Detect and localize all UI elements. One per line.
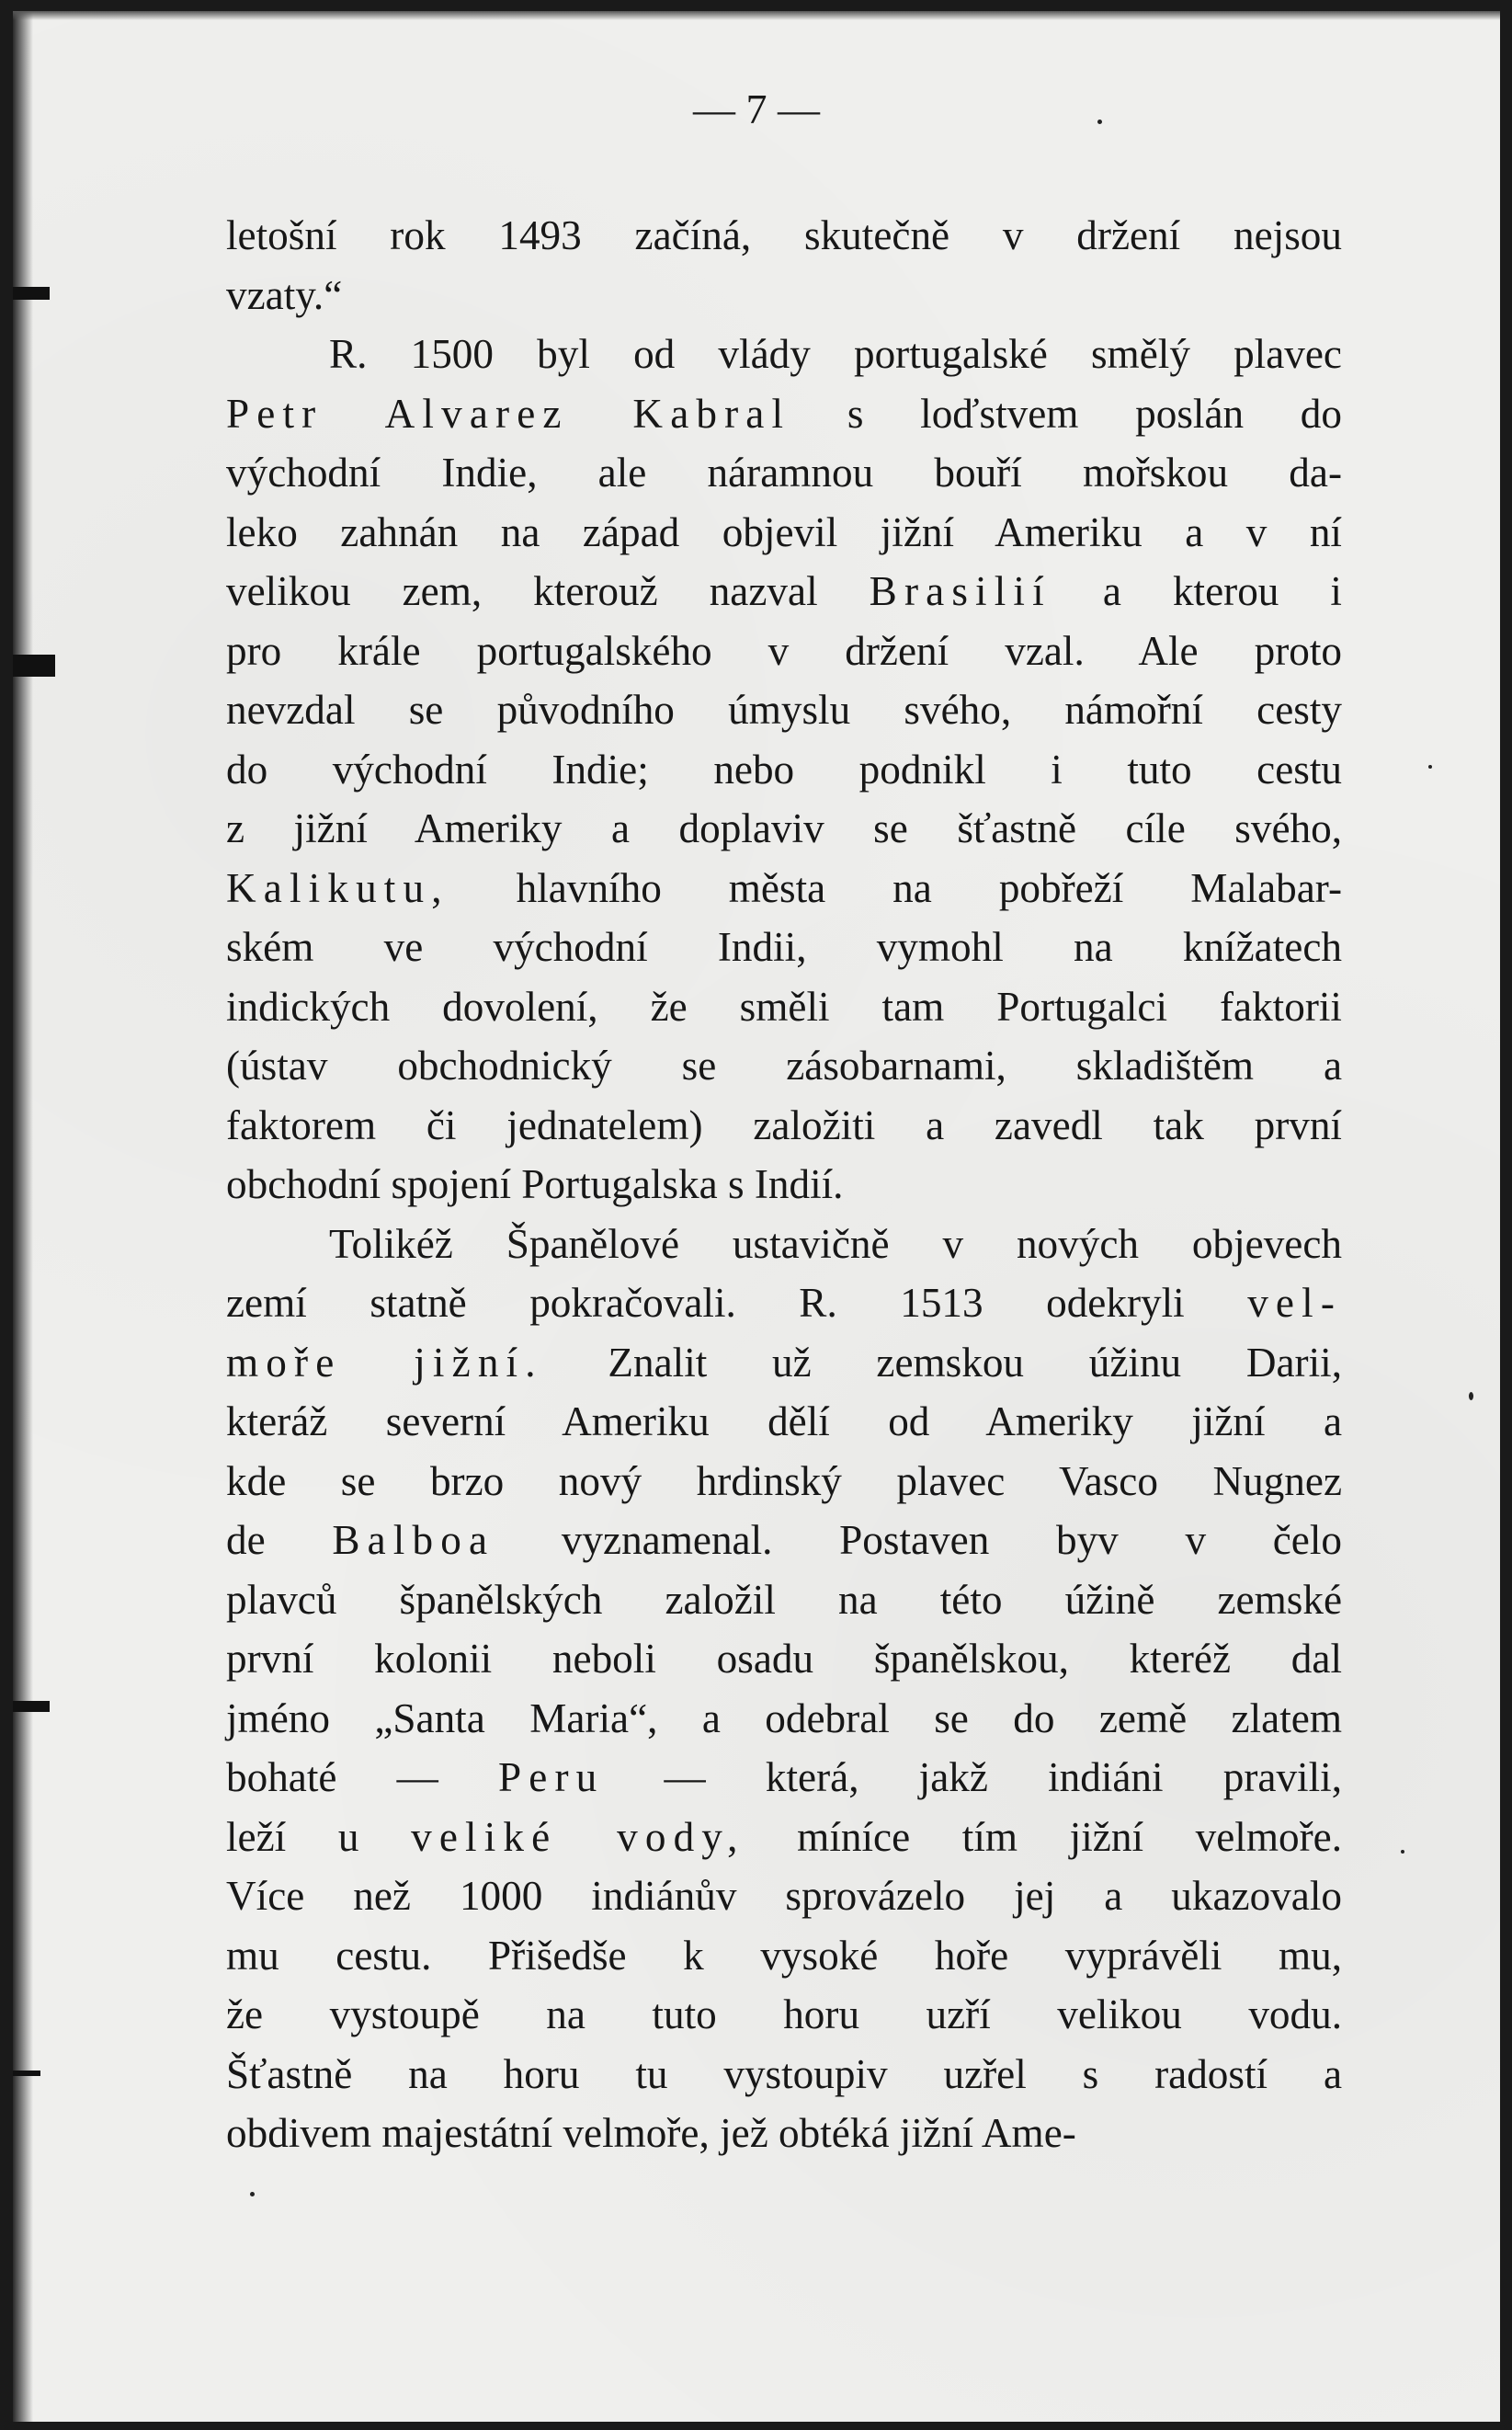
text-line bbox=[226, 562, 1342, 622]
text-line bbox=[226, 1866, 1342, 1926]
text-line bbox=[226, 859, 1342, 918]
text-line bbox=[226, 384, 1342, 444]
paper-speck bbox=[1401, 1850, 1404, 1854]
text-line bbox=[226, 1392, 1342, 1452]
text-line bbox=[226, 1155, 1342, 1215]
spaced-emphasis: Balboa bbox=[332, 1517, 495, 1563]
text-run: vyznamenal. Postaven byv v čelo bbox=[495, 1517, 1342, 1563]
text-line bbox=[226, 503, 1342, 563]
text-run: pro krále portugalského v držení vzal. Ale proto bbox=[226, 627, 1342, 674]
text-line bbox=[226, 1926, 1342, 1986]
text-run: Více než 1000 indiánův sprovázelo jej a ukazovalo bbox=[226, 1873, 1342, 1919]
text-line bbox=[226, 918, 1342, 977]
text-run: zemí statně pokračovali. R. 1513 odekryli bbox=[226, 1280, 1248, 1326]
spaced-emphasis: Petr Alvarez Kabral bbox=[226, 390, 791, 437]
text-line bbox=[226, 1808, 1342, 1867]
page-top-edge bbox=[13, 11, 1500, 20]
text-line bbox=[226, 1036, 1342, 1096]
text-line bbox=[226, 1629, 1342, 1689]
text-line bbox=[226, 2104, 1342, 2163]
text-run: R. 1500 byl od vlády portugalské smělý plavec bbox=[329, 331, 1342, 377]
text-run: jméno „Santa Maria“, a odebral se do země zlatem bbox=[226, 1694, 1342, 1741]
text-line bbox=[226, 622, 1342, 681]
binding-mark bbox=[13, 1701, 50, 1712]
text-run: faktorem či jednatelem) založiti a zavedl tak první bbox=[226, 1101, 1342, 1148]
text-line bbox=[226, 266, 1342, 325]
text-line bbox=[226, 740, 1342, 800]
binding-mark bbox=[13, 287, 50, 300]
paragraph bbox=[226, 206, 1342, 325]
text-run: (ústav obchodnický se zásobarnami, skladištěm a bbox=[226, 1043, 1342, 1089]
text-line bbox=[226, 1096, 1342, 1156]
paper-speck bbox=[1469, 1392, 1473, 1400]
page-binding-edge bbox=[13, 11, 33, 2422]
text-line bbox=[226, 977, 1342, 1037]
paragraph bbox=[226, 1215, 1342, 2163]
text-line bbox=[226, 680, 1342, 740]
text-run: indických dovolení, že směli tam Portugalci faktorii bbox=[226, 983, 1342, 1030]
spaced-emphasis: Peru bbox=[497, 1754, 605, 1800]
page-number: — 7 — bbox=[693, 86, 820, 132]
text-run: velikou zem, kterouž nazval bbox=[226, 568, 870, 614]
spaced-emphasis: moře jižní. bbox=[226, 1339, 543, 1386]
text-run: do východní Indie; nebo podnikl i tuto cestu bbox=[226, 746, 1342, 793]
text-run: obdivem majestátní velmoře, jež obtéká jižní Ame- bbox=[226, 2110, 1076, 2156]
text-run: první kolonii neboli osadu španělskou, kteréž dal bbox=[226, 1636, 1342, 1682]
text-run: Znalit už zemskou úžinu Darii, bbox=[542, 1339, 1342, 1386]
text-line bbox=[226, 1511, 1342, 1570]
text-run: leží u bbox=[226, 1813, 412, 1860]
text-run: kteráž severní Ameriku dělí od Ameriky jižní a bbox=[226, 1398, 1342, 1444]
text-run: letošní rok 1493 začíná, skutečně v držení nejsou bbox=[226, 212, 1342, 258]
text-run: obchodní spojení Portugalska s Indií. bbox=[226, 1161, 844, 1207]
text-line bbox=[226, 1273, 1342, 1333]
text-run: leko zahnán na západ objevil jižní Ameriku a v ní bbox=[226, 508, 1342, 555]
text-line bbox=[226, 206, 1342, 266]
paragraph bbox=[226, 325, 1342, 1215]
text-run: bohaté — bbox=[226, 1754, 498, 1800]
text-line bbox=[226, 1985, 1342, 2045]
text-run: že vystoupě na tuto horu uzří velikou vodu. bbox=[226, 1991, 1342, 2037]
text-run: de bbox=[226, 1517, 333, 1563]
text-line bbox=[226, 2045, 1342, 2105]
text-run: hlavního města na pobřeží Malabar- bbox=[449, 864, 1342, 911]
text-line bbox=[226, 1570, 1342, 1630]
text-run: — která, jakž indiáni pravili, bbox=[604, 1754, 1343, 1800]
text-run: s loďstvem poslán do bbox=[790, 390, 1342, 437]
text-line bbox=[226, 799, 1342, 859]
text-run: ském ve východní Indii, vymohl na knížatech bbox=[226, 924, 1342, 970]
text-run: nevzdal se původního úmyslu svého, námořní cesty bbox=[226, 687, 1342, 733]
spaced-emphasis: veliké vody, bbox=[411, 1813, 745, 1860]
text-run: kde se brzo nový hrdinský plavec Vasco Nugnez bbox=[226, 1457, 1342, 1504]
text-run: vzaty.“ bbox=[226, 271, 343, 318]
text-run: plavců španělských založil na této úžině zemské bbox=[226, 1576, 1342, 1623]
spaced-emphasis: Brasilií bbox=[869, 568, 1052, 614]
spaced-emphasis: Kalikutu, bbox=[226, 864, 449, 911]
text-line bbox=[226, 325, 1342, 384]
text-run: východní Indie, ale náramnou bouří mořskou da- bbox=[226, 450, 1342, 496]
paper-speck bbox=[250, 2192, 255, 2196]
spaced-emphasis: vel- bbox=[1247, 1280, 1342, 1326]
text-run: míníce tím jižní velmoře. bbox=[745, 1813, 1342, 1860]
text-run: Šťastně na horu tu vystoupiv uzřel s radostí a bbox=[226, 2050, 1342, 2097]
text-run: mu cestu. Přišedše k vysoké hoře vyprávěli mu, bbox=[226, 1932, 1342, 1979]
text-run: z jižní Ameriky a doplaviv se šťastně cíle svého, bbox=[226, 805, 1342, 851]
text-line bbox=[226, 1452, 1342, 1512]
text-line bbox=[226, 1689, 1342, 1749]
book-page bbox=[13, 11, 1500, 2422]
binding-mark bbox=[13, 655, 55, 677]
text-line bbox=[226, 1333, 1342, 1393]
body-text bbox=[226, 206, 1342, 2163]
binding-mark bbox=[13, 2071, 40, 2076]
text-line bbox=[226, 1215, 1342, 1274]
text-run: Tolikéž Španělové ustavičně v nových objevech bbox=[329, 1220, 1342, 1267]
text-line bbox=[226, 1748, 1342, 1808]
text-run: a kterou i bbox=[1051, 568, 1342, 614]
text-line bbox=[226, 443, 1342, 503]
paper-speck bbox=[1428, 765, 1432, 769]
